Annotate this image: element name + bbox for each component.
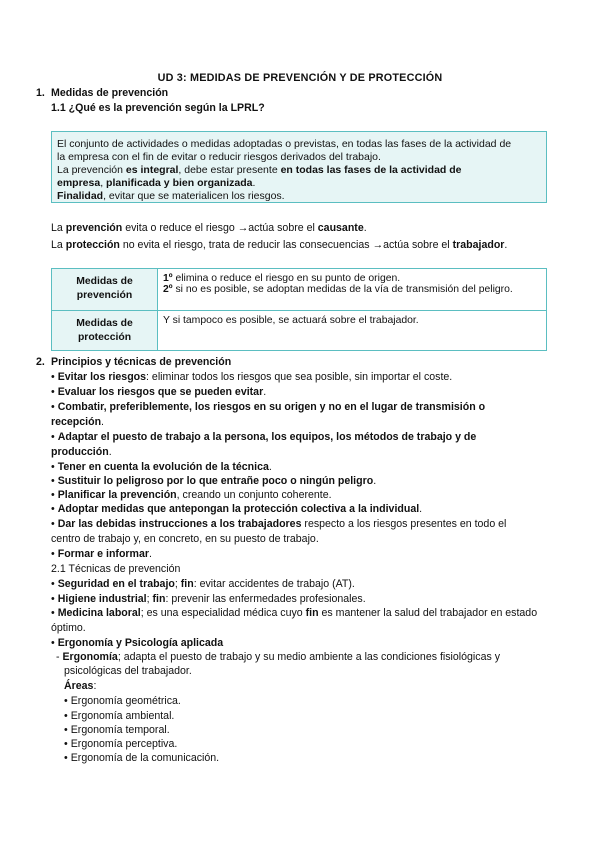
section-1-heading: Medidas de prevención [51, 87, 169, 99]
section-1-number: 1. [36, 87, 45, 99]
measures-table [51, 268, 547, 351]
table-cell-protection: Y si tampoco es posible, se actuará sobre el trabajador. [158, 311, 547, 351]
section-2-1-heading: 2.1 Técnicas de prevención [51, 563, 181, 575]
list-item-continuation: producción. [51, 446, 112, 458]
list-item: • Adaptar el puesto de trabajo a la persona, los equipos, los métodos de trabajo y de [51, 431, 477, 443]
area-item: • Ergonomía geométrica. [64, 695, 181, 707]
protection-paragraph: La protección no evita el riesgo, trata de reducir las consecuencias →actúa sobre el trabajador. [51, 239, 508, 251]
list-item: • Dar las debidas instrucciones a los trabajadores respecto a los riesgos presentes en todo el [51, 518, 507, 530]
table-row [52, 311, 547, 351]
definition-line-1: El conjunto de actividades o medidas adoptadas o previstas, en todas las fases de la actividad de [57, 138, 512, 150]
technique-item: • Ergonomía y Psicología aplicada [51, 637, 224, 649]
list-item: • Tener en cuenta la evolución de la técnica. [51, 461, 272, 473]
area-item: • Ergonomía perceptiva. [64, 738, 178, 750]
list-item: • Sustituir lo peligroso por lo que entrañe poco o ningún peligro. [51, 475, 377, 487]
prevention-paragraph: La prevención evita o reduce el riesgo →actúa sobre el causante. [51, 222, 367, 234]
list-item: • Evitar los riesgos: eliminar todos los riesgos que sea posible, sin importar el coste. [51, 371, 453, 383]
list-item: • Adoptar medidas que antepongan la protección colectiva a la individual. [51, 503, 423, 515]
ergonomics-definition: - Ergonomía; adapta el puesto de trabajo y su medio ambiente a las condiciones fisiológicas y [56, 651, 501, 663]
ergonomics-definition-continuation: psicológicas del trabajador. [64, 665, 192, 677]
list-item-continuation: recepción. [51, 416, 104, 428]
table-cell-prevention: 1º elimina o reduce el riesgo en su punto de origen. 2º si no es posible, se adoptan medidas de la vía de transmisión del peligro. [158, 269, 547, 311]
definition-line-2: la empresa con el fin de evitar o reducir riesgos derivados del trabajo. [57, 151, 381, 163]
area-item: • Ergonomía temporal. [64, 724, 170, 736]
list-item: • Combatir, preferiblemente, los riesgos en su origen y no en el lugar de transmisión o [51, 401, 486, 413]
technique-item: • Medicina laboral; es una especialidad médica cuyo fin es mantener la salud del trabajador en estado [51, 607, 538, 619]
area-item: • Ergonomía de la comunicación. [64, 752, 220, 764]
document-title: UD 3: MEDIDAS DE PREVENCIÓN Y DE PROTECCIÓN [157, 72, 443, 84]
list-item: • Formar e informar. [51, 548, 152, 560]
definition-line-4: empresa, planificada y bien organizada. [57, 177, 256, 189]
list-item: • Evaluar los riesgos que se pueden evitar. [51, 386, 267, 398]
section-2-number: 2. [36, 356, 45, 368]
section-2-heading: Principios y técnicas de prevención [51, 356, 232, 368]
technique-item: • Seguridad en el trabajo; fin: evitar accidentes de trabajo (AT). [51, 578, 355, 590]
technique-item: • Higiene industrial; fin: prevenir las enfermedades profesionales. [51, 593, 366, 605]
table-header-prevention: Medidas de prevención [52, 269, 158, 311]
definition-line-5: Finalidad, evitar que se materialicen los riesgos. [57, 190, 285, 202]
table-header-protection: Medidas de protección [52, 311, 158, 351]
areas-label: Áreas: [64, 680, 97, 692]
list-item: • Planificar la prevención, creando un conjunto coherente. [51, 489, 332, 501]
technique-item-continuation: óptimo. [51, 622, 86, 634]
definition-line-3: La prevención es integral, debe estar presente en todas las fases de la actividad de [57, 164, 462, 176]
table-row [52, 269, 547, 311]
definition-box [51, 131, 547, 203]
section-1-1-heading: 1.1 ¿Qué es la prevención según la LPRL? [51, 102, 265, 114]
area-item: • Ergonomía ambiental. [64, 710, 175, 722]
list-item-continuation: centro de trabajo y, en concreto, en su puesto de trabajo. [51, 533, 319, 545]
